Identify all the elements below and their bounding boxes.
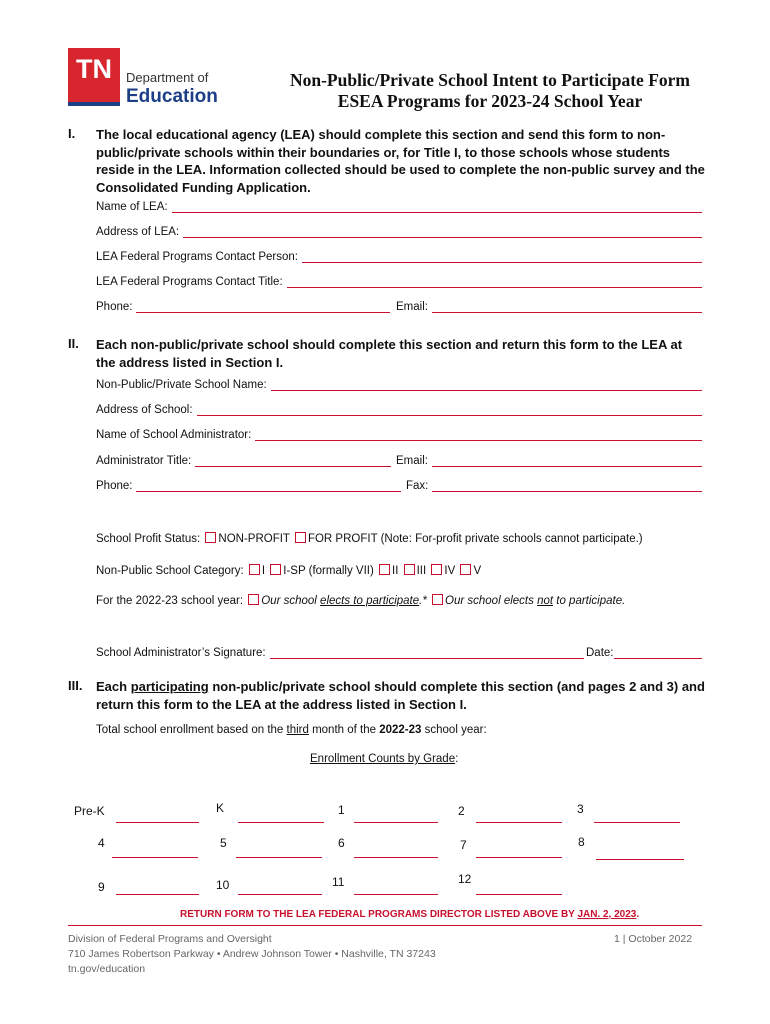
school-phone-field bbox=[96, 479, 401, 492]
logo-rule bbox=[68, 102, 120, 106]
school-fax-input[interactable] bbox=[432, 479, 702, 492]
form-title bbox=[240, 70, 740, 112]
grade-label: 8 bbox=[578, 835, 585, 849]
contact-person-field bbox=[96, 250, 702, 263]
grade-count-input[interactable] bbox=[354, 856, 438, 858]
profit-status-row bbox=[96, 532, 643, 545]
lea-name-field bbox=[96, 200, 702, 213]
forprofit-label: FOR PROFIT (Note: For-profit private schools cannot participate.) bbox=[307, 533, 643, 545]
school-name-field bbox=[96, 378, 702, 391]
not-participate-text: Our school elects not to participate. bbox=[445, 595, 626, 607]
signature-field bbox=[96, 646, 584, 659]
lea-phone-label: Phone: bbox=[96, 301, 133, 313]
school-address-field bbox=[96, 403, 702, 416]
grade-label: 9 bbox=[98, 880, 105, 894]
lea-name-input[interactable] bbox=[172, 200, 702, 213]
school-fax-label: Fax: bbox=[406, 480, 429, 492]
section-2-instructions: Each non-public/private school should complete this section and return this form to the LEA at the address listed in Section I. bbox=[96, 337, 683, 370]
grade-label: 1 bbox=[338, 803, 345, 817]
school-phone-input[interactable] bbox=[136, 479, 401, 492]
school-address-input[interactable] bbox=[197, 403, 702, 416]
category-option-label: II bbox=[392, 565, 399, 577]
footer-divider bbox=[68, 925, 702, 926]
grade-label: 4 bbox=[98, 836, 105, 850]
contact-person-input[interactable] bbox=[302, 250, 702, 263]
lea-phone-field bbox=[96, 300, 390, 313]
date-field bbox=[586, 646, 702, 659]
footer-website: tn.gov/education bbox=[68, 963, 146, 975]
category-checkbox[interactable] bbox=[249, 564, 260, 575]
contact-title-input[interactable] bbox=[287, 275, 702, 288]
category-checkbox[interactable] bbox=[431, 564, 442, 575]
grade-label: Pre-K bbox=[74, 804, 105, 818]
profit-status-label: School Profit Status: bbox=[96, 533, 201, 545]
school-category-row bbox=[96, 564, 481, 577]
school-category-label: Non-Public School Category: bbox=[96, 565, 244, 577]
lea-email-input[interactable] bbox=[432, 300, 702, 313]
admin-name-label: Name of School Administrator: bbox=[96, 429, 252, 441]
grade-count-input[interactable] bbox=[354, 893, 438, 895]
footer-division: Division of Federal Programs and Oversight bbox=[68, 933, 272, 945]
tn-logo-mark: TN bbox=[68, 48, 120, 104]
grade-count-input[interactable] bbox=[116, 893, 199, 895]
lea-phone-input[interactable] bbox=[136, 300, 390, 313]
grade-count-input[interactable] bbox=[594, 821, 680, 823]
school-address-label: Address of School: bbox=[96, 404, 193, 416]
grade-label: 11 bbox=[332, 875, 345, 889]
lea-email-label: Email: bbox=[396, 301, 428, 313]
admin-name-field bbox=[96, 428, 702, 441]
school-email-input[interactable] bbox=[432, 454, 702, 467]
section-1-number: I. bbox=[68, 126, 76, 141]
participation-row bbox=[96, 594, 625, 607]
nonprofit-checkbox[interactable] bbox=[205, 532, 216, 543]
admin-title-input[interactable] bbox=[195, 454, 391, 467]
contact-title-label: LEA Federal Programs Contact Title: bbox=[96, 276, 283, 288]
grade-label: K bbox=[216, 801, 225, 815]
footer-street: 710 James Robertson Parkway • Andrew Johnson Tower • Nashville, TN 37243 bbox=[68, 948, 436, 960]
category-option-label: IV bbox=[444, 565, 456, 577]
section-3-number: III. bbox=[68, 678, 83, 693]
grade-count-input[interactable] bbox=[116, 821, 199, 823]
elects-participate-checkbox[interactable] bbox=[248, 594, 259, 605]
contact-person-label: LEA Federal Programs Contact Person: bbox=[96, 251, 298, 263]
grade-count-input[interactable] bbox=[112, 856, 198, 858]
admin-name-input[interactable] bbox=[255, 428, 702, 441]
admin-title-label: Administrator Title: bbox=[96, 455, 192, 467]
category-checkbox[interactable] bbox=[270, 564, 281, 575]
category-checkbox[interactable] bbox=[460, 564, 471, 575]
signature-label: School Administrator’s Signature: bbox=[96, 647, 266, 659]
lea-address-field bbox=[96, 225, 702, 238]
school-fax-field bbox=[406, 479, 702, 492]
footer-address bbox=[68, 932, 436, 977]
not-participate-checkbox[interactable] bbox=[432, 594, 443, 605]
lea-name-label: Name of LEA: bbox=[96, 201, 168, 213]
return-notice: RETURN FORM TO THE LEA FEDERAL PROGRAMS DIRECTOR LISTED ABOVE BY JAN. 2, 2023. bbox=[180, 909, 640, 920]
logo-department: Department of bbox=[126, 70, 209, 85]
admin-title-field bbox=[96, 454, 391, 467]
grade-count-input[interactable] bbox=[354, 821, 438, 823]
school-phone-label: Phone: bbox=[96, 480, 133, 492]
logo-education: Education bbox=[126, 86, 218, 107]
grade-count-input[interactable] bbox=[238, 893, 322, 895]
elects-participate-text: Our school elects to participate.* bbox=[261, 595, 427, 607]
section-1-instructions: The local educational agency (LEA) should complete this section and send this form to non-public/private schools within their boundaries or, for Title I, to those schools whose students reside in the LEA. Information collected should be used to complete the non-public survey and the Consolidated Funding Application. bbox=[96, 127, 705, 195]
section-2-number: II. bbox=[68, 336, 79, 351]
grade-count-input[interactable] bbox=[236, 856, 322, 858]
lea-address-label: Address of LEA: bbox=[96, 226, 180, 238]
grade-label: 10 bbox=[216, 878, 230, 892]
grade-count-input[interactable] bbox=[238, 821, 324, 823]
title-line-1: Non-Public/Private School Intent to Participate Form bbox=[289, 70, 690, 90]
section-3-instructions: Each participating non-public/private school should complete this section (and pages 2 and 3) and return this form to the LEA at the address listed in Section I. bbox=[96, 679, 705, 712]
date-label: Date: bbox=[586, 647, 614, 659]
grade-count-input[interactable] bbox=[476, 893, 562, 895]
grade-label: 5 bbox=[220, 836, 227, 850]
school-email-label: Email: bbox=[396, 455, 428, 467]
grade-count-input[interactable] bbox=[476, 821, 562, 823]
category-option-label: I bbox=[261, 565, 266, 577]
lea-address-input[interactable] bbox=[183, 225, 702, 238]
grade-label: 3 bbox=[577, 802, 584, 816]
forprofit-checkbox[interactable] bbox=[295, 532, 306, 543]
nonprofit-label: NON-PROFIT bbox=[218, 533, 290, 545]
page-number: 1 | October 2022 bbox=[614, 933, 693, 945]
category-checkbox[interactable] bbox=[379, 564, 390, 575]
school-name-label: Non-Public/Private School Name: bbox=[96, 379, 267, 391]
grade-count-input[interactable] bbox=[596, 858, 684, 860]
category-option-label: V bbox=[473, 565, 482, 577]
enrollment-instructions: Total school enrollment based on the third month of the 2022-23 school year: bbox=[96, 724, 487, 736]
lea-email-field bbox=[396, 300, 702, 313]
category-option-label: III bbox=[416, 565, 427, 577]
date-input[interactable] bbox=[614, 646, 703, 659]
grade-label: 12 bbox=[458, 872, 472, 886]
title-line-2: ESEA Programs for 2023-24 School Year bbox=[337, 91, 643, 111]
contact-title-field bbox=[96, 275, 702, 288]
grade-label: 7 bbox=[460, 838, 467, 852]
grade-label: 6 bbox=[338, 836, 345, 850]
grade-label: 2 bbox=[458, 804, 465, 818]
category-checkbox[interactable] bbox=[404, 564, 415, 575]
grade-count-input[interactable] bbox=[476, 856, 562, 858]
enrollment-counts-heading: Enrollment Counts by Grade: bbox=[310, 753, 459, 765]
signature-input[interactable] bbox=[270, 646, 584, 659]
school-name-input[interactable] bbox=[271, 378, 702, 391]
category-option-label: I-SP (formally VII) bbox=[283, 565, 374, 577]
participation-label: For the 2022-23 school year: bbox=[96, 595, 244, 607]
school-email-field bbox=[396, 454, 702, 467]
